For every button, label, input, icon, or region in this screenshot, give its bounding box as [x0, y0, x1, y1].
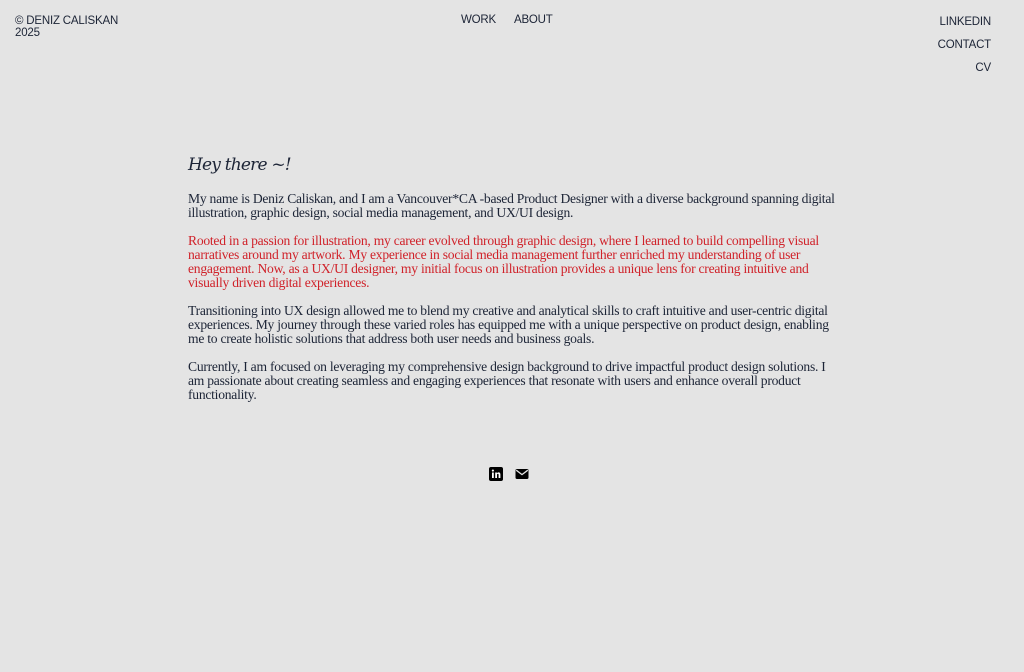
- copyright-name: © DENIZ CALISKAN: [15, 15, 119, 27]
- about-paragraph-background: Rooted in a passion for illustration, my career evolved through graphic design, where I learned to build compelling visual narratives around my artwork. My experience in social media management further enriched my understanding of user engagement. Now, as a UX/UI designer, my initial focus on illustration provides a unique lens for creating intuitive and visually driven digital experiences.: [188, 233, 819, 290]
- mail-icon[interactable]: [515, 467, 529, 481]
- external-links: [938, 15, 991, 75]
- nav-about-link[interactable]: ABOUT: [513, 14, 553, 26]
- about-paragraph-intro: My name is Deniz Caliskan, and I am a Vancouver*CA -based Product Designer with a diverse background spanning digital illustration, graphic design, social media management, and UX/UI design.: [188, 191, 835, 220]
- about-paragraph-current: Currently, I am focused on leveraging my comprehensive design background to drive impactful product design solutions. I am passionate about creating seamless and engaging experiences that resonate with users and enhance overall product functionality.: [188, 359, 826, 402]
- contact-link[interactable]: CONTACT: [937, 39, 991, 51]
- linkedin-icon[interactable]: [489, 467, 503, 481]
- nav-work-link[interactable]: WORK: [461, 14, 496, 26]
- cv-link[interactable]: CV: [975, 62, 991, 74]
- about-section: [188, 152, 840, 416]
- copyright: [15, 15, 135, 39]
- about-paragraph-ux: Transitioning into UX design allowed me to blend my creative and analytical skills to craft intuitive and user-centric digital experiences. My journey through these varied roles has equipped me with a unique perspective on product design, enabling me to create holistic solutions that address both user needs and business goals.: [188, 303, 829, 346]
- greeting-heading: Hey there ~!: [188, 155, 291, 175]
- linkedin-link[interactable]: LINKEDIN: [939, 16, 991, 28]
- copyright-year: 2025: [15, 27, 40, 39]
- social-links: [489, 467, 529, 481]
- main-nav: [461, 14, 553, 26]
